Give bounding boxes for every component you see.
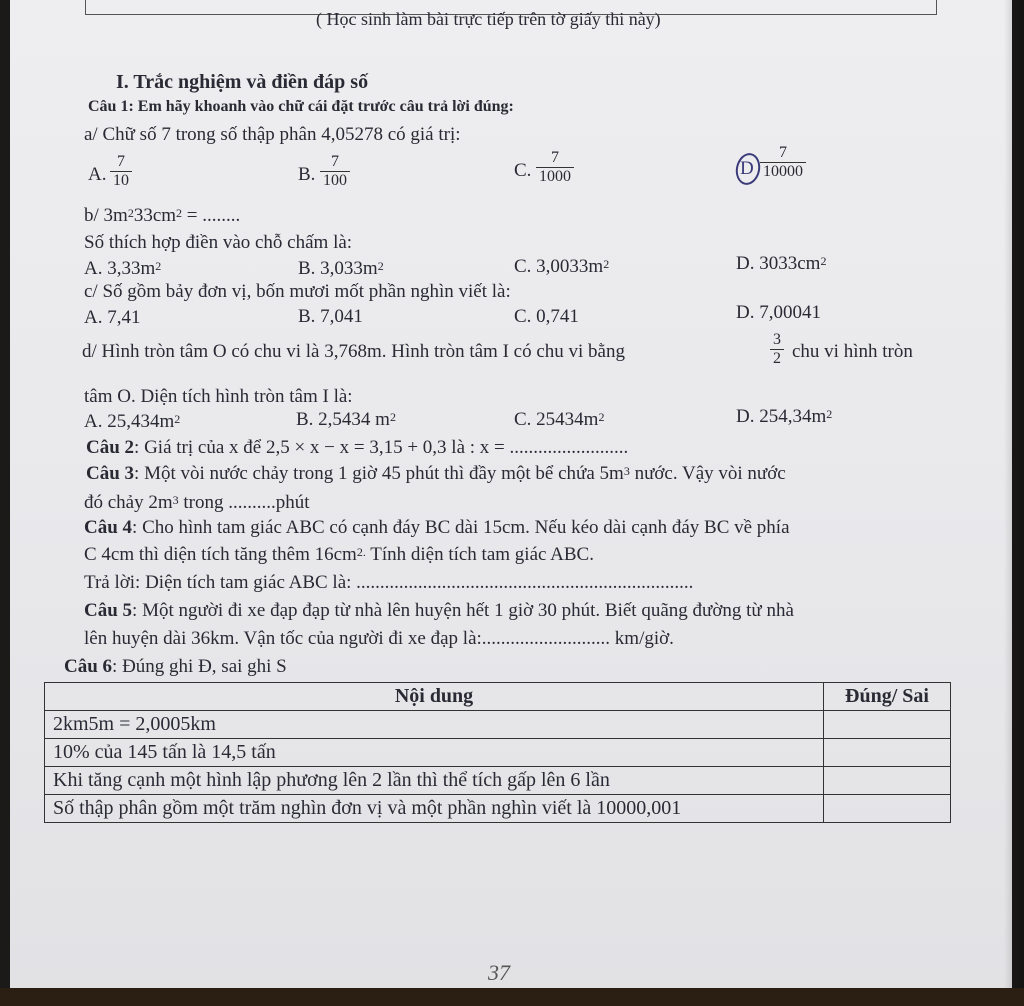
- question-text: : Em hãy khoanh vào chữ cái đặt trước câu trả lời đúng:: [128, 98, 514, 115]
- denominator: 2: [770, 349, 784, 368]
- question-4-line-2: [84, 544, 594, 566]
- question-label: Câu 6: [64, 656, 113, 677]
- superscript: 2: [389, 410, 396, 424]
- question-5-line-1: [84, 600, 794, 622]
- question-3-line-2: [84, 492, 310, 514]
- text: C 4cm thì diện tích tăng thêm 16cm: [84, 544, 357, 565]
- superscript: 2.: [356, 545, 366, 559]
- text: 33cm: [133, 205, 177, 226]
- text: C. 3,0033m: [514, 256, 604, 277]
- question-3-line-1: [86, 463, 786, 485]
- superscript: 2: [377, 259, 384, 273]
- superscript: 3: [172, 493, 179, 507]
- text: C. 25434m: [514, 409, 599, 430]
- text: B. 2,5434 m: [296, 409, 390, 430]
- numerator: 7: [779, 144, 787, 161]
- q1c-option-c: C. 0,741: [514, 306, 579, 327]
- q1c-option-a: A. 7,41: [84, 307, 141, 328]
- text: Tính diện tích tam giác ABC.: [365, 544, 594, 565]
- q1b-option-d: [736, 253, 826, 275]
- question-label: Câu 1: [88, 98, 129, 115]
- superscript: 2: [598, 410, 605, 424]
- q1d-option-b: [296, 409, 396, 431]
- question-label: Câu 4: [84, 517, 133, 538]
- table-header-row: [45, 683, 951, 711]
- question-text: : Giá trị của x để 2,5 × x − x = 3,15 + 0,3 là : x = .........................: [134, 437, 629, 458]
- superscript: 2: [174, 412, 181, 426]
- text: B. 3,033m: [298, 258, 378, 279]
- q1a-option-c-label: C.: [514, 160, 532, 181]
- denominator: 1000: [536, 167, 574, 186]
- text: A. 3,33m: [84, 258, 156, 279]
- q1d-option-d: [736, 406, 832, 428]
- q1c-option-b: B. 7,041: [298, 306, 363, 327]
- text: trong ..........phút: [178, 492, 310, 513]
- q1d-option-c: [514, 409, 604, 431]
- instruction-note: ( Học sinh làm bài trực tiếp trên tờ giấy thi này): [316, 9, 661, 29]
- q1d-option-a: [84, 411, 180, 433]
- q1b-option-a: [84, 258, 161, 280]
- text: : Một vòi nước chảy trong 1 giờ 45 phút thì đầy một bể chứa 5m: [134, 463, 624, 484]
- question-label: Câu 5: [84, 600, 133, 621]
- text: b/ 3m: [84, 205, 128, 226]
- row-answer-cell[interactable]: [824, 795, 951, 823]
- q1a-stem: a/ Chữ số 7 trong số thập phân 4,05278 có giá trị:: [84, 124, 461, 145]
- q1a-option-b-label: B.: [298, 164, 316, 185]
- question-label: Câu 2: [86, 437, 135, 458]
- section-title: I. Trắc nghiệm và điền đáp số: [116, 71, 369, 93]
- q1c-option-d: D. 7,00041: [736, 302, 821, 323]
- row-content: 10% của 145 tấn là 14,5 tấn: [45, 739, 824, 767]
- paper-shadow: [1004, 0, 1024, 990]
- q1d-stem-1: d/ Hình tròn tâm O có chu vi là 3,768m. Hình tròn tâm I có chu vi bằng: [82, 341, 625, 362]
- true-false-table: [44, 682, 951, 823]
- q1a-option-b-fraction: [320, 153, 350, 190]
- question-4-line-1: [84, 517, 790, 539]
- table-row: [45, 767, 951, 795]
- page-number: 37: [488, 960, 510, 985]
- question-5-line-2: lên huyện dài 36km. Vận tốc của người đi xe đạp là:........................... km/giờ.: [84, 628, 674, 649]
- q1a-option-a-label: A.: [88, 164, 107, 185]
- numerator: 7: [117, 153, 125, 170]
- header-true-false: Đúng/ Sai: [824, 683, 951, 711]
- row-content: 2km5m = 2,0005km: [45, 711, 824, 739]
- q1b-line2: Số thích hợp điền vào chỗ chấm là:: [84, 232, 353, 253]
- denominator: 10000: [760, 162, 806, 181]
- q1b-option-b: [298, 258, 384, 280]
- text: D. 3033cm: [736, 253, 821, 274]
- table-row: [45, 739, 951, 767]
- text: nước. Vậy vòi nước: [629, 463, 786, 484]
- question-1: [88, 96, 514, 118]
- numerator: 3: [773, 331, 781, 348]
- question-6: [64, 656, 287, 678]
- q1a-option-c-fraction: [536, 149, 574, 186]
- row-answer-cell[interactable]: [824, 767, 951, 795]
- question-2: [86, 437, 628, 459]
- q1a-option-a-fraction: [110, 153, 132, 190]
- superscript: 3: [623, 464, 630, 478]
- q1b-stem: [84, 205, 240, 227]
- superscript: 2: [603, 257, 610, 271]
- text: : Một người đi xe đạp đạp từ nhà lên huyện hết 1 giờ 30 phút. Biết quãng đường từ nhà: [132, 600, 794, 621]
- q1d-stem-2: chu vi hình tròn: [792, 341, 913, 362]
- table-row: [45, 795, 951, 823]
- q1d-stem-3: tâm O. Diện tích hình tròn tâm I là:: [84, 386, 353, 407]
- table-row: [45, 711, 951, 739]
- superscript: 2: [176, 206, 183, 220]
- row-answer-cell[interactable]: [824, 711, 951, 739]
- text: A. 25,434m: [84, 411, 175, 432]
- numerator: 7: [551, 149, 559, 166]
- question-text: : Đúng ghi Đ, sai ghi S: [112, 656, 287, 677]
- row-answer-cell[interactable]: [824, 739, 951, 767]
- superscript: 2: [127, 206, 134, 220]
- q1c-stem: c/ Số gồm bảy đơn vị, bốn mươi mốt phần nghìn viết là:: [84, 281, 511, 302]
- denominator: 10: [110, 171, 132, 190]
- q1d-fraction: [770, 331, 784, 368]
- superscript: 2: [820, 254, 827, 268]
- superscript: 2: [155, 259, 162, 273]
- q1b-option-c: [514, 256, 609, 278]
- row-content: Số thập phân gồm một trăm nghìn đơn vị và một phần nghìn viết là 10000,001: [45, 795, 824, 823]
- q1a-option-d-fraction: [760, 144, 806, 181]
- question-label: Câu 3: [86, 463, 135, 484]
- numerator: 7: [331, 153, 339, 170]
- text: D. 254,34m: [736, 406, 827, 427]
- header-content: Nội dung: [45, 683, 824, 711]
- table-surface: [0, 988, 1024, 1006]
- row-content: Khi tăng cạnh một hình lập phương lên 2 lần thì thể tích gấp lên 6 lần: [45, 767, 824, 795]
- denominator: 100: [320, 171, 350, 190]
- text: = ........: [182, 205, 241, 226]
- q1a-option-d-label: D: [740, 158, 754, 179]
- superscript: 2: [826, 407, 833, 421]
- text: đó chảy 2m: [84, 492, 173, 513]
- text: : Cho hình tam giác ABC có cạnh đáy BC dài 15cm. Nếu kéo dài cạnh đáy BC về phía: [132, 517, 790, 538]
- question-4-answer: Trả lời: Diện tích tam giác ABC là: .......................................................................: [84, 572, 694, 593]
